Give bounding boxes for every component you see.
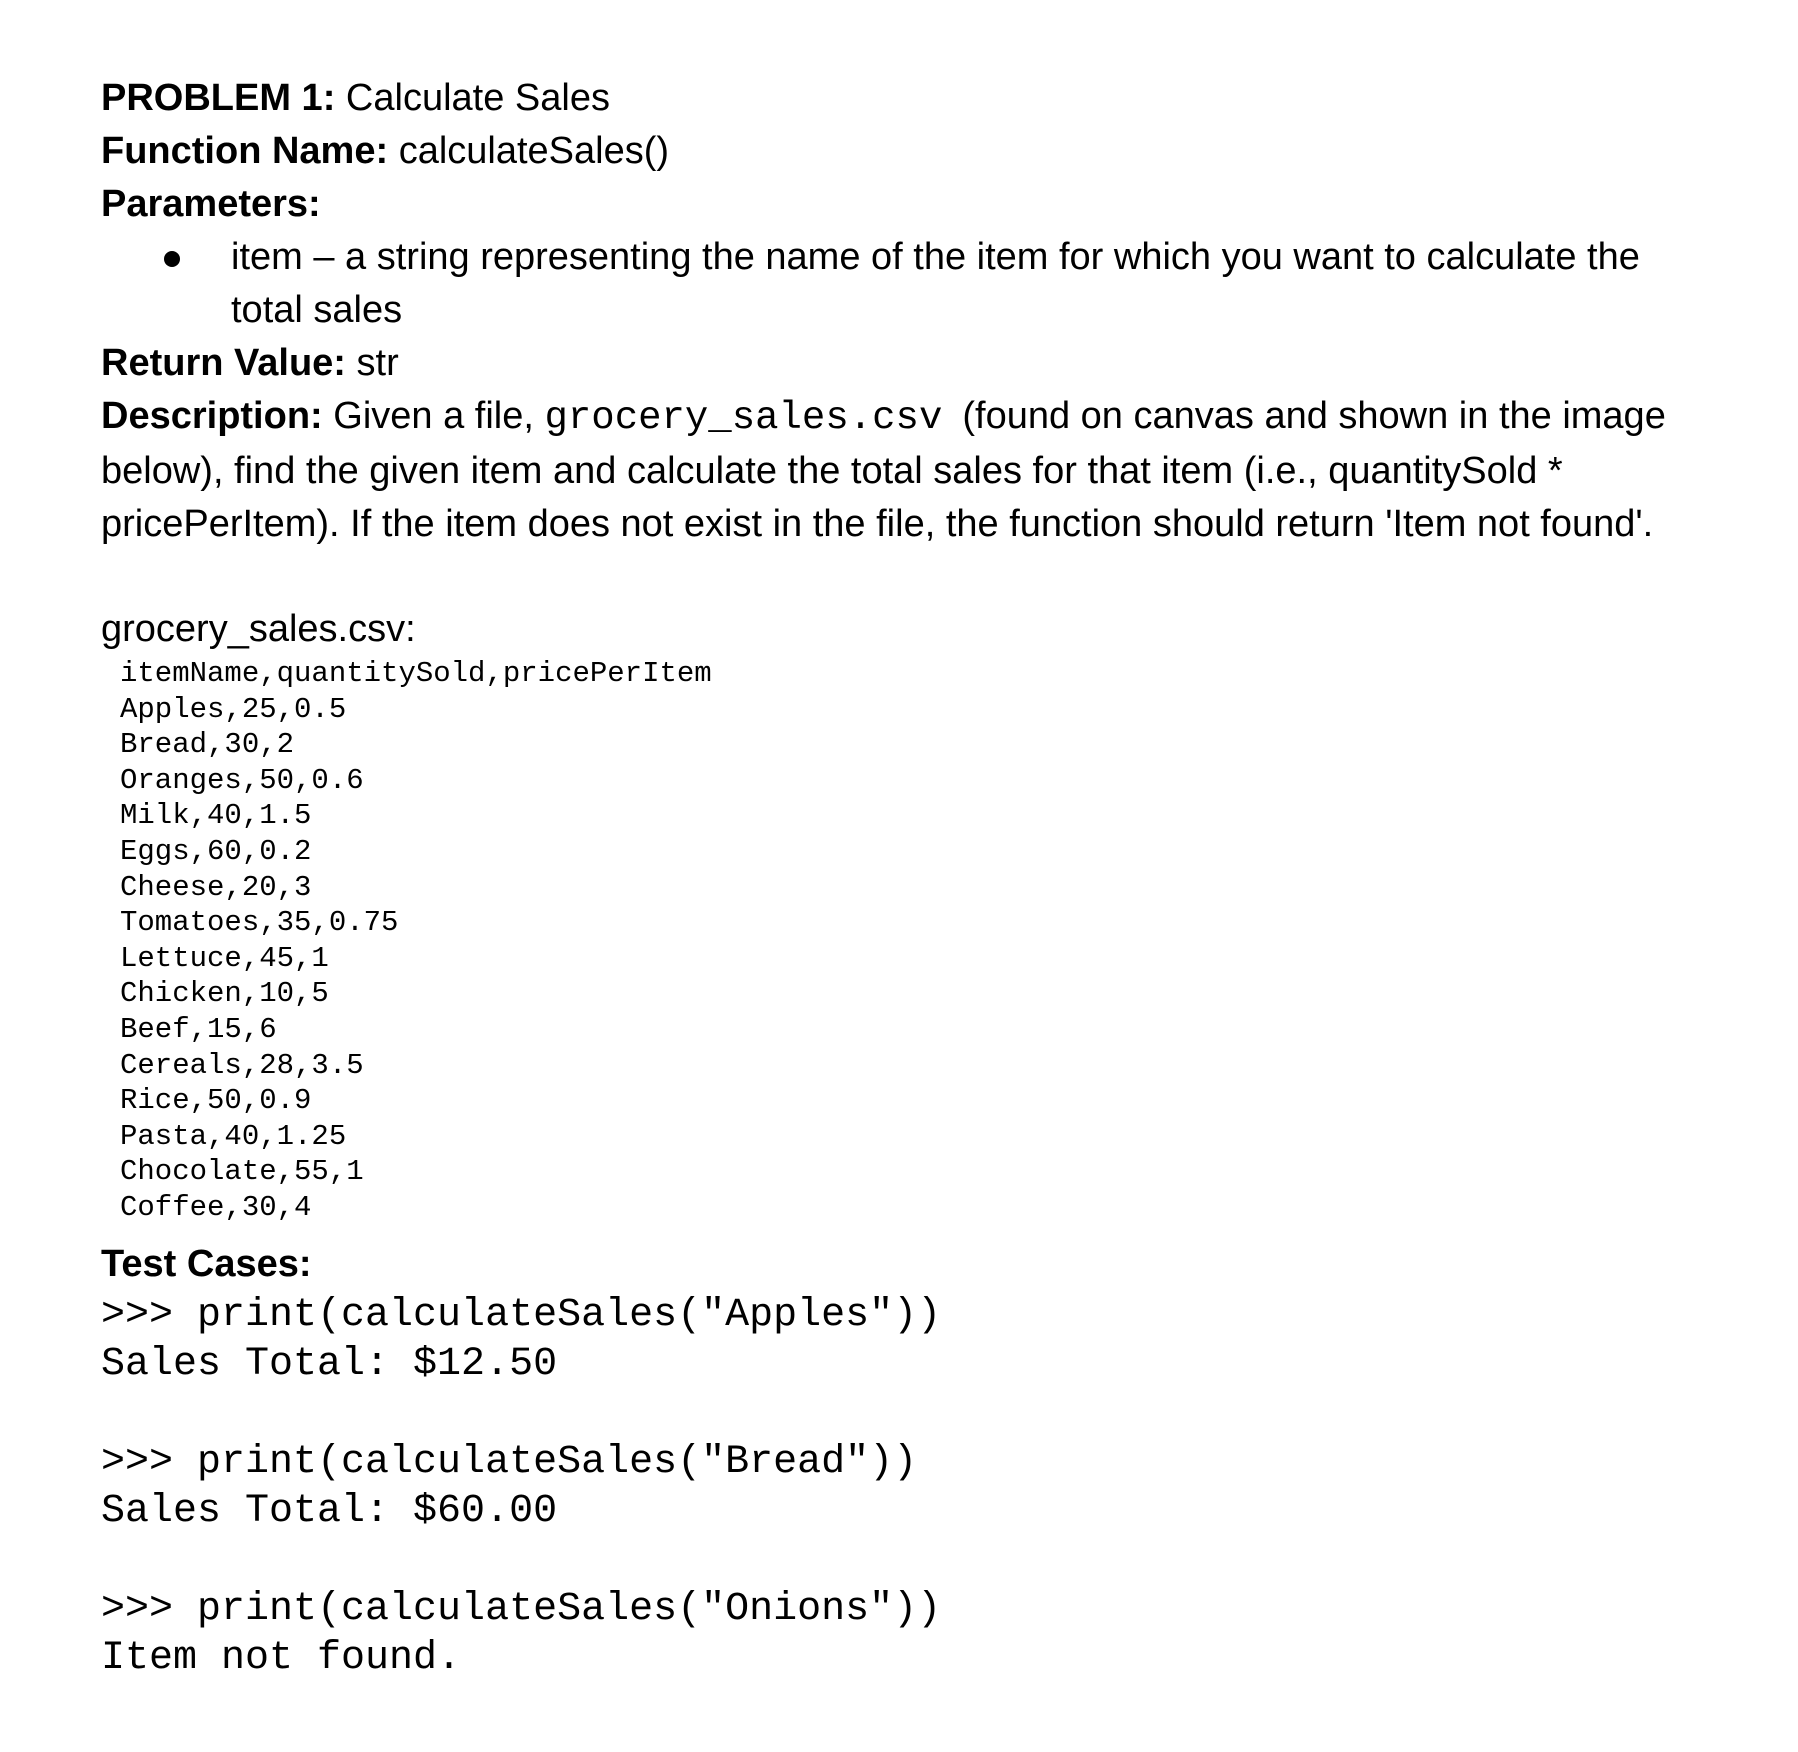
test-case-call: >>> print(calculateSales("Onions")) <box>101 1586 942 1632</box>
csv-contents <box>120 656 1761 1226</box>
test-case-2 <box>101 1438 1761 1536</box>
csv-row: Eggs,60,0.2 <box>120 834 312 868</box>
description-part-2: (found on canvas and shown in the image below), find the given item and calculate the total sales for that item (i.e., quantitySold * pricePerItem). If the item does not exist in the file, the function should return 'Item not found'. <box>101 395 1666 545</box>
parameter-line-1: item – a string representing the name of the item for which you want to calculate the <box>231 236 1640 278</box>
csv-row: Oranges,50,0.6 <box>120 763 364 797</box>
return-value-label: Return Value: <box>101 342 346 384</box>
problem-heading <box>101 72 1761 125</box>
description-filename: grocery_sales.csv <box>544 396 943 440</box>
document-page <box>101 72 1761 1683</box>
csv-row: Chocolate,55,1 <box>120 1155 364 1189</box>
csv-row: Lettuce,45,1 <box>120 941 329 975</box>
description-label: Description: <box>101 395 323 437</box>
csv-row: Apples,25,0.5 <box>120 692 347 726</box>
test-case-call: >>> print(calculateSales("Apples")) <box>101 1292 942 1338</box>
problem-label: PROBLEM 1: <box>101 77 336 119</box>
csv-row: Chicken,10,5 <box>120 977 329 1011</box>
return-value-line <box>101 337 1761 390</box>
return-value-value: str <box>356 342 399 384</box>
test-case-output: Sales Total: $12.50 <box>101 1341 558 1387</box>
function-name-line <box>101 125 1761 178</box>
function-name-value: calculateSales() <box>398 130 670 172</box>
test-cases-heading: Test Cases: <box>101 1242 312 1285</box>
csv-row: Coffee,30,4 <box>120 1190 312 1224</box>
parameter-item <box>101 231 1761 337</box>
csv-row: Tomatoes,35,0.75 <box>120 906 399 940</box>
description-paragraph <box>101 390 1761 551</box>
csv-row: Cheese,20,3 <box>120 870 312 904</box>
csv-row: itemName,quantitySold,pricePerItem <box>120 657 712 690</box>
test-case-output: Item not found. <box>101 1635 462 1681</box>
csv-row: Bread,30,2 <box>120 728 295 762</box>
parameter-line-2: total sales <box>231 289 403 331</box>
csv-row: Pasta,40,1.25 <box>120 1119 347 1153</box>
csv-heading: grocery_sales.csv: <box>101 608 416 650</box>
test-case-output: Sales Total: $60.00 <box>101 1488 558 1534</box>
spacer <box>101 1536 1761 1585</box>
bullet-icon <box>164 251 180 267</box>
test-case-call: >>> print(calculateSales("Bread")) <box>101 1439 918 1485</box>
parameters-label: Parameters: <box>101 183 321 225</box>
test-case-3 <box>101 1585 1761 1683</box>
spacer <box>101 1389 1761 1438</box>
csv-row: Beef,15,6 <box>120 1012 277 1046</box>
function-name-label: Function Name: <box>101 130 389 172</box>
csv-row: Cereals,28,3.5 <box>120 1048 364 1082</box>
csv-row: Milk,40,1.5 <box>120 799 312 833</box>
csv-row: Rice,50,0.9 <box>120 1084 312 1118</box>
description-part-1: Given a file, <box>333 395 534 437</box>
problem-title: Calculate Sales <box>345 77 610 119</box>
test-case-1 <box>101 1291 1761 1389</box>
